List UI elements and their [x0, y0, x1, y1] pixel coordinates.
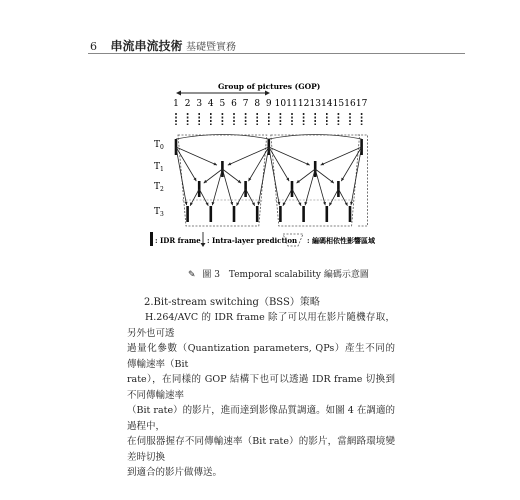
prediction-arrow	[315, 169, 325, 205]
prediction-arrow	[297, 169, 316, 183]
frame-bar	[349, 206, 352, 222]
figure-caption-text: Temporal scalability 編碼示意圖	[228, 270, 369, 280]
page-number: 6	[90, 40, 97, 53]
paragraph-line: （Bit rate）的影片，進而達到影像品質調適。如圖 4 在調適的過程中，	[127, 405, 395, 432]
legend-intra-label: : Intra-layer prediction	[207, 236, 298, 245]
dependency-region	[271, 135, 360, 226]
frame-number: 1	[173, 99, 179, 109]
frame-bar	[302, 206, 305, 222]
frame-number: 3	[196, 99, 203, 109]
frame-bar	[279, 206, 282, 222]
prediction-arrowhead	[297, 180, 300, 183]
frame-number: 17	[355, 99, 368, 109]
prediction-arrowhead	[204, 180, 207, 183]
layer-label: $T_2$	[154, 182, 164, 193]
frame-bar	[210, 206, 213, 222]
prediction-arrowhead	[277, 202, 280, 205]
layer-label: $T_3$	[154, 207, 164, 218]
prediction-arrow	[321, 147, 362, 165]
frame-number: 12	[297, 99, 310, 109]
paragraph-line: rate），在同樣的 GOP 結構下也可以透過 IDR frame 切換到不同傳輸速率	[127, 374, 395, 401]
dependency-region	[178, 135, 267, 226]
legend-dependent-label: : 編碼相依性影響區域	[307, 236, 376, 245]
gop-label: Group of pictures (GOP)	[218, 82, 321, 91]
frame-number: 8	[254, 99, 261, 109]
legend-intra-arrowhead	[201, 243, 206, 247]
frame-bar	[186, 206, 189, 222]
body-paragraph	[127, 310, 395, 481]
figure-label: 圖 3	[202, 270, 221, 280]
legend-idr-label: : IDR frame	[155, 236, 201, 245]
figure-caption	[188, 267, 369, 280]
gop-arrow-right-head	[265, 91, 270, 96]
prediction-arrow	[204, 169, 223, 183]
prediction-arrow	[228, 147, 269, 165]
frame-number: 11	[286, 99, 298, 109]
frame-number: 16	[344, 99, 356, 109]
prediction-arrow	[176, 147, 217, 165]
frame-bar	[326, 206, 329, 222]
prediction-arrow	[269, 147, 310, 165]
frame-number: 5	[219, 99, 226, 109]
prediction-arrowhead	[257, 202, 260, 205]
layer-label: $T_1$	[154, 162, 164, 173]
book-title: 串流串流技術	[110, 39, 183, 53]
frame-number: 9	[265, 99, 272, 109]
prediction-arrowhead	[350, 202, 353, 205]
pen-icon: ✎	[188, 270, 196, 280]
section-heading: 2.Bit-stream switching（BSS）策略	[144, 297, 320, 308]
frame-number: 15	[332, 99, 345, 109]
paragraph-line: 在伺服器握存不同傳輸速率（Bit rate）的影片，當網路環境變差時切換	[127, 436, 395, 463]
paragraph-line: 過量化參數（Quantization parameters, QPs）產生不同的傳輸速率（Bit	[127, 343, 395, 370]
frame-number: 13	[309, 99, 321, 109]
layer-label: $T_0$	[154, 140, 164, 151]
frame-number: 10	[274, 99, 287, 109]
prediction-arrow	[315, 169, 334, 183]
prediction-arrowhead	[330, 180, 333, 183]
paragraph-line: H.264/AVC 的 IDR frame 除了可以用在影片隨機存取，另外也可透	[127, 312, 395, 339]
frame-number: 2	[184, 99, 191, 109]
prediction-arrow	[222, 169, 241, 183]
prediction-arrowhead	[238, 180, 241, 183]
legend-idr-symbol	[150, 232, 153, 246]
frame-number: 14	[321, 99, 333, 109]
frame-number: 7	[242, 99, 249, 109]
frame-bar	[233, 206, 236, 222]
book-subtitle: 基礎暨實務	[186, 42, 237, 53]
frame-number: 4	[207, 99, 214, 109]
prediction-arrow	[222, 169, 232, 205]
frame-number: 6	[231, 99, 237, 109]
gop-arrow-left-head	[176, 91, 181, 96]
frame-bar	[256, 206, 259, 222]
prediction-arrowhead	[185, 202, 188, 205]
paragraph-line: 到適合的影片做傳送。	[127, 467, 223, 478]
